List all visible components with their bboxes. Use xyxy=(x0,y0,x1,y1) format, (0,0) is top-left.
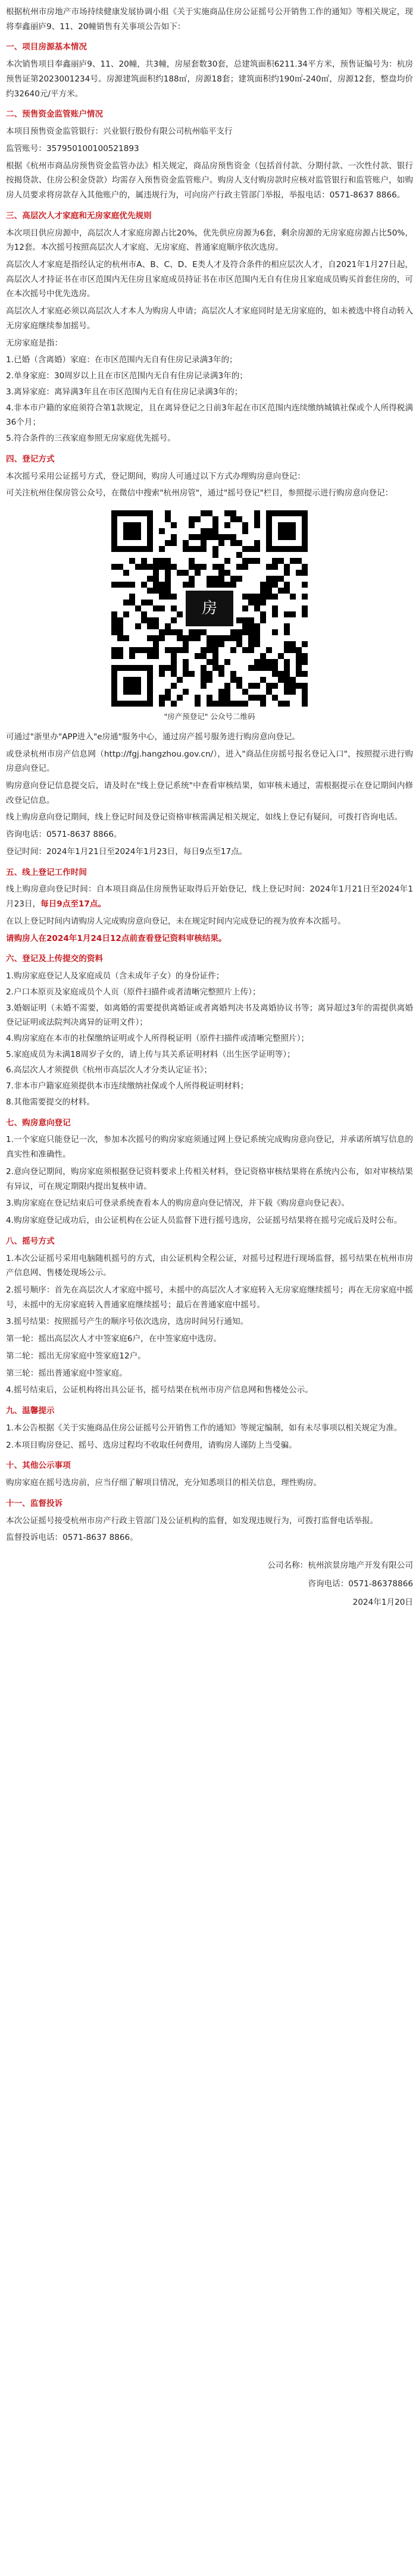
complaint-phone: 监督投诉电话：0571-8637 8866。 xyxy=(6,1533,138,1543)
qr-center-logo-icon: 房 xyxy=(201,600,218,618)
list-item: 8.其他需要提交的材料。 xyxy=(6,1097,95,1107)
list-item: 3.离异家庭：离异满3年且在市区范围内无自有住房记录满3年的； xyxy=(6,387,243,397)
signature-phone: 咨询电话：0571-86378866 xyxy=(308,1579,413,1589)
signature-block xyxy=(6,1558,413,1609)
qr-code[interactable] xyxy=(111,510,308,707)
no-house-definition: 无房家庭是指： xyxy=(6,338,63,348)
other-matters: 购房家庭在摇号选房前，应当仔细了解项目情况，充分知悉项目的相关信息，理性购房。 xyxy=(6,1478,322,1488)
list-item: 3.婚姻证明（未婚不需要，如离婚的需要提供离婚证或者离婚判决书及离婚协议书等；离异超过3年的需提供离婚登记证明或法院判决离异的证明文件）； xyxy=(6,1003,413,1028)
registration-method: 本次摇号采用公证摇号方式，登记期间，购房人可通过以下方式办理购房意向登记： xyxy=(6,471,305,481)
supervision-rules: 根据《杭州市商品房预售资金监管办法》相关规定，商品房预售资金（包括首付款、分期付款、一次性付款、银行按揭贷款、住房公积金贷款）均需存入预售资金监管账户。购房人支付购房款时应核对监管银行和监管账户，如购房人员要求将房款存入其他账户的，属违规行为，可向房产行政主管部门举报，举报电话：0571-8637 8866。 xyxy=(6,161,413,200)
materials-list xyxy=(6,969,413,1110)
section-3-title: 三、高层次人才家庭和无房家庭优先规则 xyxy=(6,211,152,221)
supervision-account: 监管账号：357950100100521893 xyxy=(6,143,139,153)
section-10-title: 十、其他公示事项 xyxy=(6,1461,71,1471)
online-note: 线上购房意向登记期间，线上登记时间及登记资格审核需满足相关规定，如线上登记有疑问，可拨打咨询电话。 xyxy=(6,812,403,823)
lottery-round-3: 第三轮：摇出普通家庭中签家庭。 xyxy=(6,1368,127,1378)
list-item: 5.家庭成员为未满18周岁子女的，请上传与其关系证明材料（出生医学证明等）； xyxy=(6,1049,295,1059)
lottery-round-1: 第一轮：摇出高层次人才中签家庭6户，在中签家庭中选房。 xyxy=(6,1334,222,1344)
lottery-paragraph-1: 1.本次公证摇号采用电脑随机摇号的方式，由公证机构全程公证，对摇号过程进行现场监督，摇号结果在杭州市房产信息网、售楼处现场公示。 xyxy=(6,1253,413,1278)
review-result-deadline: 请购房人在2024年1月24日12点前查看登记资料审核结果。 xyxy=(6,933,227,943)
intent-paragraph-1: 1.一个家庭只能登记一次，参加本次摇号的购房家庭须通过网上登记系统完成购房意向登记，并承诺所填写信息的真实性和准确性。 xyxy=(6,1135,413,1160)
section-5-title: 五、线上登记工作时间 xyxy=(6,867,87,877)
registration-time: 登记时间：2024年1月21日至2024年1月23日，每日9点至17点。 xyxy=(6,846,248,856)
qr-code-graphic xyxy=(111,510,308,707)
intent-paragraph-3: 3.购房家庭在登记结束后可登录系统查看本人的购房意向登记情况，并下载《购房意向登记表》。 xyxy=(6,1198,350,1209)
section-1-title: 一、项目房源基本情况 xyxy=(6,42,87,52)
lottery-paragraph-3: 3.摇号结果：按照摇号产生的顺序号依次选房，选房时间另行通知。 xyxy=(6,1317,249,1327)
section-6-title: 六、登记及上传提交的资料 xyxy=(6,954,104,964)
announcement-date: 2024年1月20日 xyxy=(352,1597,413,1607)
list-item: 1.已婚（含离婚）家庭：在市区范围内无自有住房记录满3年的； xyxy=(6,355,237,365)
tip-1: 1.本公告根据《关于实施商品住房公证摇号公开销售工作的通知》等规定编制，如有未尽事项以相关规定为准。 xyxy=(6,1423,402,1433)
list-item: 7.非本市户籍家庭须提供本市连续缴纳社保或个人所得税证明材料； xyxy=(6,1081,249,1091)
tip-2: 2.本项目购房登记、摇号、选房过程均不收取任何费用，请购房人谨防上当受骗。 xyxy=(6,1440,297,1450)
list-item: 1.购房家庭登记人及家庭成员（含未成年子女）的身份证件； xyxy=(6,971,224,981)
consult-phone: 咨询电话：0571-8637 8866。 xyxy=(6,830,122,840)
registration-deadline-note: 在以上登记时间内请购房人完成购房意向登记，未在规定时间内完成登记的视为放弃本次摇号。 xyxy=(6,916,346,926)
online-registration-time xyxy=(6,882,413,911)
list-item: 6.高层次人才须提供《杭州市高层次人才分类认定证书》； xyxy=(6,1065,212,1075)
qr-caption: "房产预登记" 公众号二维码 xyxy=(164,712,255,721)
intent-paragraph-4: 4.购房家庭登记成功后，由公证机构在公证人员监督下进行摇号选房，公证摇号结果将在摇号完成后及时公布。 xyxy=(6,1216,402,1226)
list-item: 5.符合条件的三孩家庭参照无房家庭优先摇号。 xyxy=(6,434,176,444)
list-item: 2.户口本原页及家庭成员个人页（原件扫描件或者清晰完整照片上传）； xyxy=(6,987,261,997)
company-name: 公司名称：杭州滨景房地产开发有限公司 xyxy=(267,1561,413,1571)
list-item: 4.购房家庭在本市的社保缴纳证明或个人所得税证明（原件扫描件或清晰完整照片）； xyxy=(6,1034,309,1043)
intro-paragraph: 根据杭州市房地产市场持续健康发展协调小组《关于实施商品住房公证摇号公开销售工作的通知》等相关规定，现将奉鑫丽庐9、11、20幢销售有关事项公告如下： xyxy=(6,7,413,32)
qr-code-container xyxy=(0,510,419,707)
section-9-title: 九、温馨提示 xyxy=(6,1406,55,1416)
supervision-paragraph: 本次公证摇号接受杭州市房产行政主管部门及公证机构的监督，如发现违规行为，可拨打监督电话举报。 xyxy=(6,1516,379,1526)
section-8-title: 八、摇号方式 xyxy=(6,1236,55,1246)
lottery-paragraph-4: 4.摇号结束后，公证机构将出具公证书，摇号结果在杭州市房产信息网和售楼处公示。 xyxy=(6,1385,313,1395)
section-4-title: 四、登记方式 xyxy=(6,454,55,464)
no-house-list xyxy=(6,353,413,445)
list-item: 4.非本市户籍的家庭须符合第1款规定，且在离异登记之日前3年起在市区范围内连续缴纳城镇社保或个人所得税满36个月； xyxy=(6,403,413,428)
registration-time-text: 线上购房意向登记时间：自本项目商品住房预售证取得后开始登记，线上登记时间：2024年1月21日至2024年1月23日， xyxy=(6,884,413,909)
section-7-title: 七、购房意向登记 xyxy=(6,1118,71,1128)
section-1-body: 本次销售项目奉鑫丽庐9、11、20幢，共3幢，房屋套数30套，总建筑面积6211.34平方米，预售证编号为：杭房预售证第2023001234号。房源建筑面积约188㎡，房源18套；建筑面积约190㎡-240㎡，房源12套，整盘均价约32640元/平方米。 xyxy=(6,59,413,99)
lottery-round-2: 第二轮：摇出无房家庭中签家庭12户。 xyxy=(6,1351,146,1361)
zheliban-method: 可通过"浙里办"APP进入"e房通"服务中心，通过房产摇号服务进行购房意向登记。 xyxy=(6,732,301,742)
review-note: 购房意向登记信息提交后，请及时在"线上登记系统"中查看审核结果，如审核未通过，需根据提示在登记期间内修改登记信息。 xyxy=(6,780,413,805)
website-method: 或登录杭州市房产信息网（http://fgj.hangzhou.gov.cn/），进入"商品住房摇号报名登记入口"，按照提示进行购房意向登记。 xyxy=(6,749,413,774)
priority-paragraph-1: 本次项目供应房源中，高层次人才家庭房源占比20%，优先供应房源为6套，剩余房源的无房家庭房源占比50%，为12套。本次摇号按照高层次人才家庭、无房家庭、普通家庭顺序依次选房。 xyxy=(6,228,413,253)
registration-wechat: 可关注杭州住保房管公众号，在微信中搜索"杭州房管"，通过"摇号登记"栏目，参照提示进行购房意向登记： xyxy=(6,488,393,498)
list-item: 2.单身家庭：30周岁以上且在市区范围内无自有住房记录满3年的； xyxy=(6,371,248,381)
intent-paragraph-2: 2.意向登记期间，购房家庭须根据登记资料要求上传相关材料，登记资格审核结果将在系统内公布，如对审核结果有异议，可在规定期限内提出复核申请。 xyxy=(6,1166,413,1191)
section-11-title: 十一、监督投诉 xyxy=(6,1498,63,1508)
section-2-title: 二、预售资金监管账户情况 xyxy=(6,109,104,120)
registration-hours: 每日9点至17点。 xyxy=(40,899,107,909)
supervision-bank: 本项目预售资金监管银行：兴业银行股份有限公司杭州临平支行 xyxy=(6,127,233,137)
lottery-paragraph-2: 2.摇号顺序：首先在高层次人才家庭中摇号，未摇中的高层次人才家庭转入无房家庭继续摇号；再在无房家庭中摇号，未摇中的无房家庭转入普通家庭继续摇号；最后在普通家庭中摇号。 xyxy=(6,1285,413,1310)
priority-paragraph-2: 高层次人才家庭是指经认定的杭州市A、B、C、D、E类人才及符合条件的相应层次人才，自2021年1月27日起，高层次人才持证书在市区范围内无住房且家庭成员持证书在市区范围内无自有住房且家庭成员购买首套住房的，可在本次摇号中优先选房。 xyxy=(6,260,413,299)
priority-paragraph-3: 高层次人才家庭必须以高层次人才本人为购房人申请；高层次人才家庭同时是无房家庭的，如未被选中将自动转入无房家庭继续参加摇号。 xyxy=(6,306,413,331)
